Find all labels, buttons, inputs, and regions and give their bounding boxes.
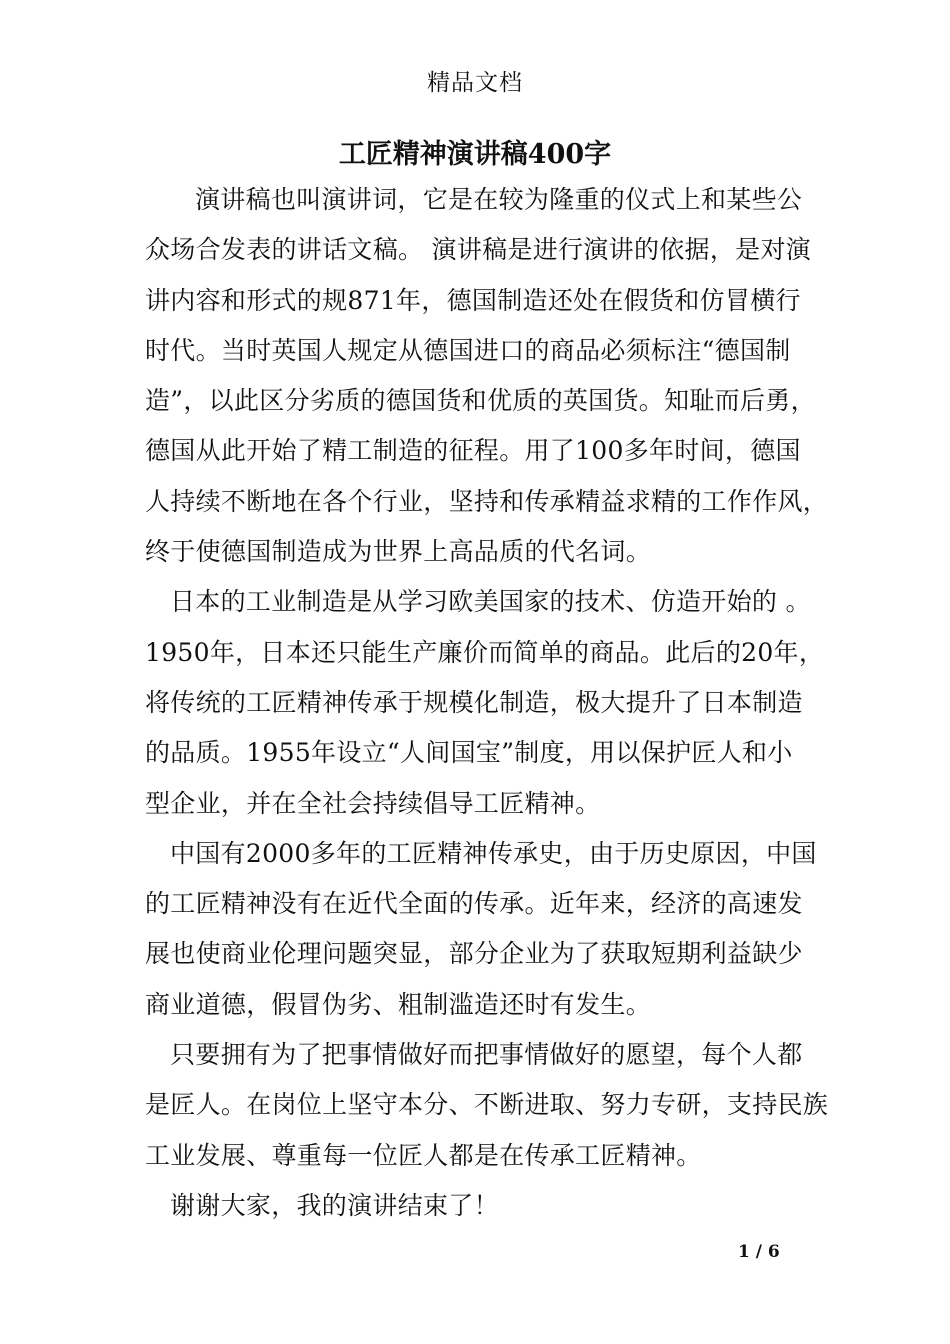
page-header: 精品文档 — [427, 70, 523, 96]
text-line: 只要拥有为了把事情做好而把事情做好的愿望，每个人都 — [170, 1040, 803, 1070]
text-line: 的品质。1955年设立“人间国宝”制度，用以保护匠人和小 — [145, 738, 793, 768]
text-line: 1950年，日本还只能生产廉价而简单的商品。此后的20年， — [145, 637, 825, 667]
text-line: 商业道德，假冒伪劣、粗制滥造还时有发生。 — [145, 989, 652, 1019]
document-title: 工匠精神演讲稿400字 — [338, 139, 612, 170]
text-line: 的工匠精神没有在近代全面的传承。近年来，经济的高速发 — [145, 889, 803, 919]
text-line: 时代。当时英国人规定从德国进口的商品必须标注“德国制 — [145, 335, 791, 365]
text-line: 将传统的工匠精神传承于规模化制造，极大提升了日本制造 — [145, 687, 803, 717]
text-line: 谢谢大家，我的演讲结束了！ — [170, 1190, 499, 1220]
text-line: 造”，以此区分劣质的德国货和优质的英国货。知耻而后勇， — [145, 386, 816, 416]
text-line: 展也使商业伦理问题突显，部分企业为了获取短期利益缺少 — [145, 939, 803, 969]
text-line: 是匠人。在岗位上坚守本分、不断进取、努力专研，支持民族 — [145, 1090, 829, 1120]
text-line: 终于使德国制造成为世界上高品质的代名词。 — [145, 537, 652, 567]
text-line: 型企业，并在全社会持续倡导工匠精神。 — [145, 788, 601, 818]
text-line: 演讲稿也叫演讲词，它是在较为隆重的仪式上和某些公 — [195, 185, 803, 214]
text-line: 德国从此开始了精工制造的征程。用了100多年时间，德国 — [145, 436, 801, 466]
page-number: 1 / 6 — [738, 1242, 780, 1262]
text-line: 众场合发表的讲话文稿。 演讲稿是进行演讲的依据，是对演 — [145, 235, 812, 265]
text-line: 中国有2000多年的工匠精神传承史，由于历史原因，中国 — [170, 838, 817, 868]
document-body — [145, 180, 829, 1236]
text-line: 工业发展、尊重每一位匠人都是在传承工匠精神。 — [145, 1140, 702, 1170]
text-line: 日本的工业制造是从学习欧美国家的技术、仿造开始的 。 — [170, 587, 811, 617]
text-line: 讲内容和形式的规871年，德国制造还处在假货和仿冒横行 — [145, 285, 801, 315]
text-line: 人持续不断地在各个行业，坚持和传承精益求精的工作作风， — [145, 486, 829, 516]
